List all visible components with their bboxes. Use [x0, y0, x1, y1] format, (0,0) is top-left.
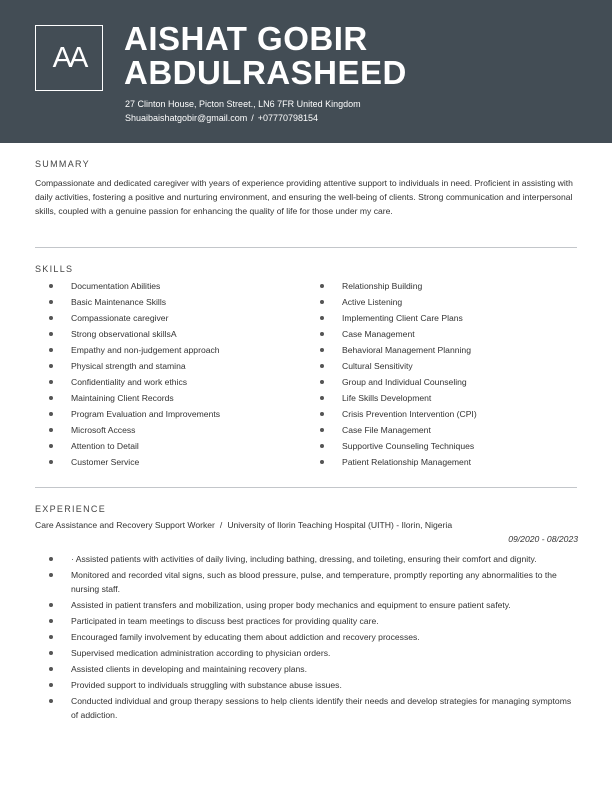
skill-item-text: Basic Maintenance Skills — [71, 297, 167, 307]
skill-item-text: Attention to Detail — [71, 441, 139, 451]
responsibility-item-text: · Assisted patients with activities of daily living, including bathing, dressing, and toileting, ensuring their comfort and dignity. — [71, 554, 537, 564]
bullet-icon — [49, 557, 53, 561]
skill-item-text: Compassionate caregiver — [71, 313, 169, 323]
responsibility-item-text: Assisted clients in developing and maintaining recovery plans. — [71, 664, 307, 675]
skill-item — [35, 440, 295, 456]
summary-heading: SUMMARY — [35, 159, 90, 169]
summary-text: Compassionate and dedicated caregiver with years of experience providing attentive support to individuals in need. Proficient in assisting with daily activities, fostering a positive and nurturing environment, and ensuring the well-being of clients. Strong communication and interpersonal skills, coupled with a genuine passion for enhancing the quality of life for those under my care. — [35, 178, 573, 217]
name-line-1: AISHAT GOBIR — [124, 20, 368, 57]
bullet-icon — [49, 284, 53, 288]
skill-item-text: Strong observational skillsA — [71, 329, 177, 339]
skills-list-right — [306, 280, 566, 472]
skill-item — [306, 392, 566, 408]
responsibility-item — [35, 552, 580, 566]
skill-item — [35, 280, 295, 296]
section-divider — [35, 487, 577, 488]
bullet-icon — [320, 412, 324, 416]
responsibility-item — [35, 630, 580, 644]
job-responsibilities — [35, 552, 580, 724]
responsibility-item — [35, 614, 580, 628]
skill-item — [35, 424, 295, 440]
contact-info — [125, 98, 361, 125]
skill-item — [306, 360, 566, 376]
skill-item — [306, 344, 566, 360]
bullet-icon — [49, 396, 53, 400]
skill-item-text: Maintaining Client Records — [71, 393, 174, 403]
skill-item-text: Program Evaluation and Improvements — [71, 409, 221, 419]
candidate-name — [124, 22, 407, 90]
bullet-icon — [49, 316, 53, 320]
bullet-icon — [320, 396, 324, 400]
skill-item-text: Crisis Prevention Intervention (CPI) — [342, 409, 477, 419]
skill-item — [306, 328, 566, 344]
responsibility-item — [35, 598, 580, 612]
job-dates: 09/2020 - 08/2023 — [508, 534, 578, 544]
skill-item-text: Microsoft Access — [71, 425, 136, 435]
skill-item-text: Customer Service — [71, 457, 140, 467]
skill-item-text: Group and Individual Counseling — [342, 377, 467, 387]
responsibility-item — [35, 662, 580, 676]
skill-item-text: Relationship Building — [342, 281, 423, 291]
skill-item — [35, 392, 295, 408]
responsibility-item — [35, 694, 580, 722]
responsibility-item-text: Supervised medication administration according to physician orders. — [71, 648, 331, 659]
skill-item-text: Case Management — [342, 329, 415, 339]
skill-item-text: Empathy and non-judgement approach — [71, 345, 220, 355]
skill-item — [35, 328, 295, 344]
skill-item-text: Patient Relationship Management — [342, 457, 471, 467]
bullet-icon — [49, 444, 53, 448]
bullet-icon — [320, 444, 324, 448]
resume-header — [0, 0, 612, 143]
bullet-icon — [49, 460, 53, 464]
bullet-icon — [320, 348, 324, 352]
skill-item-text: Documentation Abilities — [71, 281, 161, 291]
skill-item — [306, 456, 566, 472]
skill-item-text: Active Listening — [342, 297, 403, 307]
job-heading — [35, 520, 452, 530]
bullet-icon — [320, 300, 324, 304]
job-role: Care Assistance and Recovery Support Worker — [35, 520, 215, 530]
bullet-icon — [49, 683, 53, 687]
phone-number: +07770798154 — [257, 112, 319, 123]
skill-item — [35, 344, 295, 360]
bullet-icon — [49, 651, 53, 655]
skill-item — [306, 440, 566, 456]
skill-item-text: Implementing Client Care Plans — [342, 313, 463, 323]
skill-item — [306, 296, 566, 312]
bullet-icon — [320, 332, 324, 336]
experience-heading: EXPERIENCE — [35, 504, 107, 514]
skill-item — [306, 408, 566, 424]
bullet-icon — [320, 364, 324, 368]
bullet-icon — [49, 380, 53, 384]
skill-item — [35, 296, 295, 312]
skill-item — [306, 424, 566, 440]
skill-item-text: Behavioral Management Planning — [342, 345, 471, 355]
responsibility-item — [35, 568, 580, 596]
skills-heading: SKILLS — [35, 264, 74, 274]
responsibility-item-text: Monitored and recorded vital signs, such as blood pressure, pulse, and temperature, promptly reporting any abnormalities to the nursing staff. — [71, 570, 557, 595]
email-link[interactable]: Shuaibaishatgobir@gmail.com — [125, 112, 248, 123]
skill-item — [35, 312, 295, 328]
contact-separator: / — [251, 112, 254, 123]
responsibility-item — [35, 678, 580, 692]
bullet-icon — [49, 699, 53, 703]
bullet-icon — [320, 380, 324, 384]
skill-item — [35, 360, 295, 376]
bullet-icon — [320, 460, 324, 464]
bullet-icon — [320, 284, 324, 288]
skill-item — [306, 280, 566, 296]
job-separator: / — [219, 520, 223, 530]
name-line-2: ABDULRASHEED — [124, 54, 407, 91]
bullet-icon — [49, 635, 53, 639]
skill-item — [306, 376, 566, 392]
skill-item-text: Life Skills Development — [342, 393, 432, 403]
bullet-icon — [49, 364, 53, 368]
skill-item-text: Confidentiality and work ethics — [71, 377, 188, 387]
bullet-icon — [49, 573, 53, 577]
bullet-icon — [49, 667, 53, 671]
skill-item-text: Physical strength and stamina — [71, 361, 186, 371]
job-employer: University of Ilorin Teaching Hospital (UITH) - Ilorin, Nigeria — [227, 520, 453, 530]
skill-item — [35, 408, 295, 424]
bullet-icon — [49, 300, 53, 304]
responsibility-item-text: Conducted individual and group therapy sessions to help clients identify their needs and develop strategies for managing symptoms of addiction. — [71, 696, 572, 721]
bullet-icon — [49, 619, 53, 623]
responsibility-item-text: Encouraged family involvement by educating them about addiction and recovery processes. — [71, 632, 420, 643]
monogram-badge: AA — [35, 25, 103, 91]
section-divider — [35, 247, 577, 248]
contact-line — [125, 112, 361, 126]
bullet-icon — [49, 603, 53, 607]
skill-item-text: Cultural Sensitivity — [342, 361, 413, 371]
bullet-icon — [49, 332, 53, 336]
bullet-icon — [49, 348, 53, 352]
responsibility-item — [35, 646, 580, 660]
responsibility-item-text: Provided support to individuals struggling with substance abuse issues. — [71, 680, 342, 691]
bullet-icon — [49, 428, 53, 432]
bullet-icon — [49, 412, 53, 416]
responsibility-item-text: Participated in team meetings to discuss best practices for providing quality care. — [71, 616, 379, 627]
skill-item — [306, 312, 566, 328]
responsibility-item-text: Assisted in patient transfers and mobilization, using proper body mechanics and equipment to ensure patient safety. — [71, 600, 511, 611]
bullet-icon — [320, 428, 324, 432]
skill-item — [35, 376, 295, 392]
skill-item-text: Supportive Counseling Techniques — [342, 441, 475, 451]
skills-list-left — [35, 280, 295, 472]
address: 27 Clinton House, Picton Street., LN6 7FR United Kingdom — [125, 99, 361, 109]
skill-item-text: Case File Management — [342, 425, 431, 435]
skill-item — [35, 456, 295, 472]
bullet-icon — [320, 316, 324, 320]
